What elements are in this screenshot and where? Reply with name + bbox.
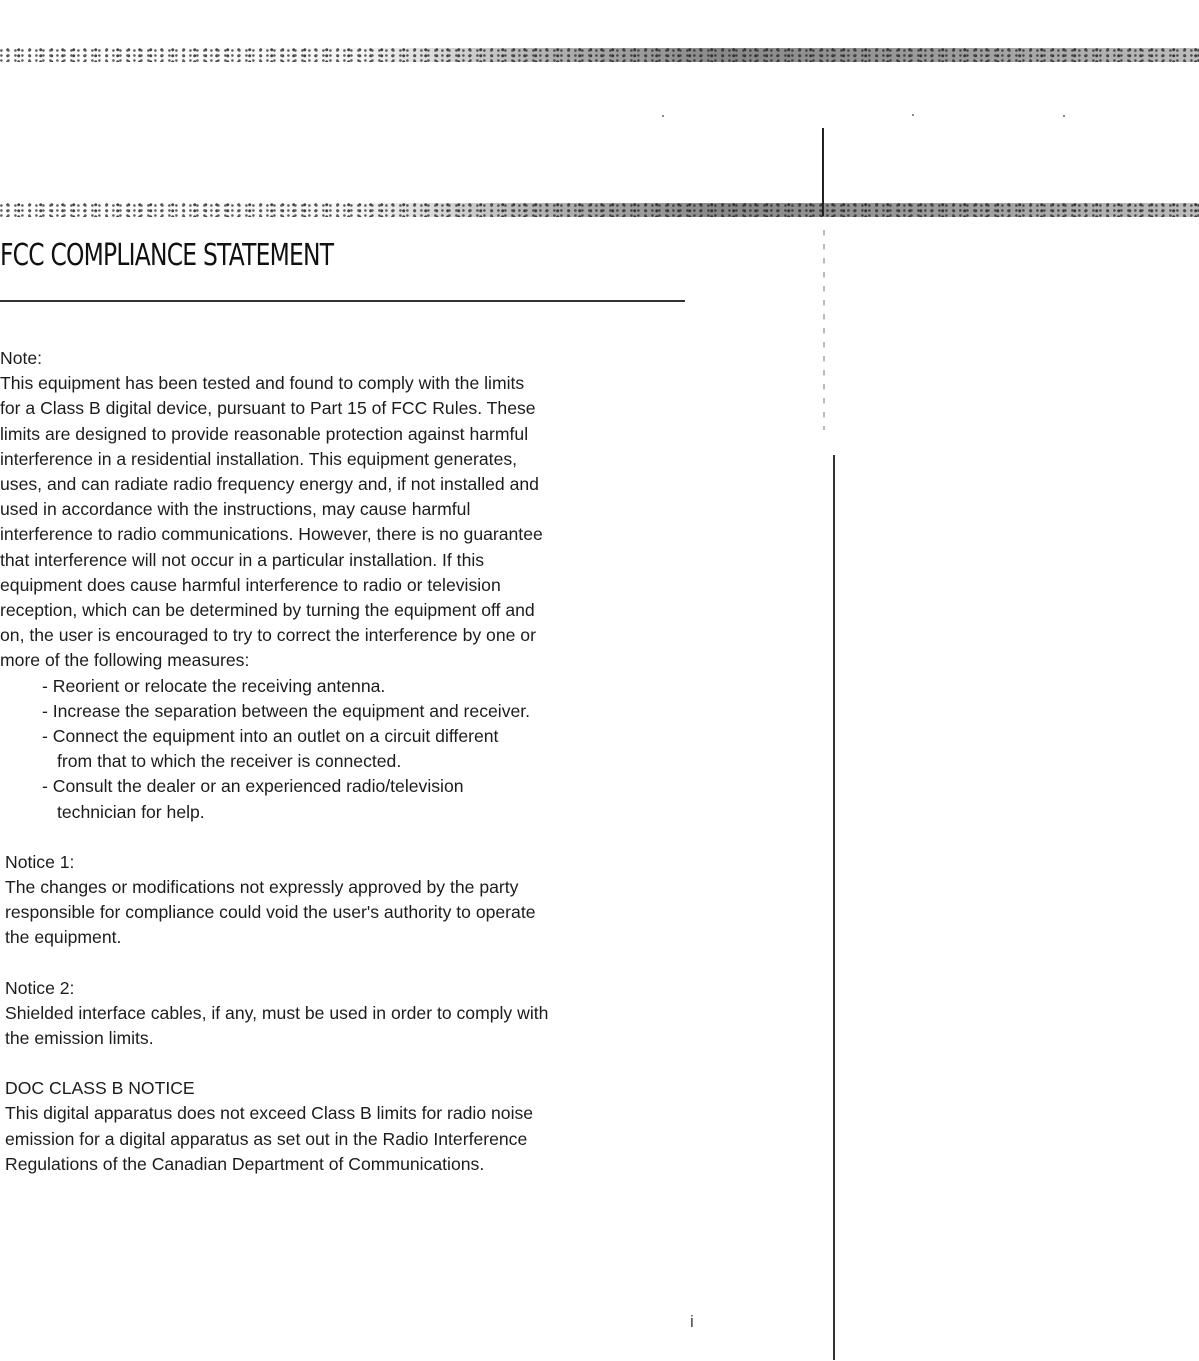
- measure-item: - Consult the dealer or an experienced radio/television: [42, 776, 464, 797]
- note-line: equipment does cause harmful interference to radio or television: [0, 574, 501, 595]
- page-title: FCC COMPLIANCE STATEMENT: [0, 238, 334, 273]
- scan-speck: [912, 114, 914, 116]
- notice1-line: responsible for compliance could void the user's authority to operate: [5, 902, 536, 923]
- measure-item-continued: from that to which the receiver is connected.: [57, 751, 402, 772]
- note-heading: Note:: [0, 348, 43, 368]
- doc-line: emission for a digital apparatus as set out in the Radio Interference: [5, 1128, 528, 1149]
- note-line: limits are designed to provide reasonable protection against harmful: [0, 423, 529, 444]
- measure-item: - Connect the equipment into an outlet on a circuit different: [42, 726, 499, 747]
- scan-noise-top: [0, 48, 1199, 62]
- note-line: uses, and can radiate radio frequency energy and, if not installed and: [0, 474, 539, 495]
- doc-line: This digital apparatus does not exceed Class B limits for radio noise: [5, 1103, 534, 1124]
- notice1-line: the equipment.: [5, 927, 122, 948]
- notice2-line: Shielded interface cables, if any, must be used in order to comply with: [5, 1002, 549, 1023]
- doc-heading: DOC CLASS B NOTICE: [5, 1078, 195, 1099]
- note-line: This equipment has been tested and found to comply with the limits: [0, 373, 525, 394]
- title-rule: [0, 300, 685, 302]
- binding-line-bottom: [833, 455, 835, 1360]
- measure-item: - Increase the separation between the equipment and receiver.: [42, 700, 531, 721]
- scan-speck: [1063, 115, 1065, 117]
- note-line: reception, which can be determined by turning the equipment off and: [0, 600, 535, 621]
- scan-speck: [662, 115, 664, 117]
- notice2-line: the emission limits.: [5, 1028, 154, 1049]
- notice2-heading: Notice 2:: [5, 977, 75, 998]
- page-number: i: [690, 1312, 694, 1331]
- note-line: more of the following measures:: [0, 650, 250, 671]
- measure-item: - Reorient or relocate the receiving antenna.: [42, 675, 386, 696]
- doc-line: Regulations of the Canadian Department of Communications.: [5, 1153, 485, 1174]
- notice1-heading: Notice 1:: [5, 851, 75, 872]
- note-line: on, the user is encouraged to try to correct the interference by one or: [0, 625, 536, 646]
- note-line: interference in a residential installation. This equipment generates,: [0, 448, 518, 469]
- note-line: for a Class B digital device, pursuant to Part 15 of FCC Rules. These: [0, 398, 536, 419]
- note-line: interference to radio communications. However, there is no guarantee: [0, 524, 543, 545]
- notice1-line: The changes or modifications not expressly approved by the party: [5, 877, 519, 898]
- measure-item-continued: technician for help.: [57, 801, 205, 822]
- note-line: used in accordance with the instructions, may cause harmful: [0, 499, 471, 520]
- document-body: [0, 346, 700, 1177]
- binding-line-top: [822, 128, 824, 216]
- scan-noise-middle: [0, 203, 1199, 217]
- note-line: that interference will not occur in a particular installation. If this: [0, 549, 485, 570]
- binding-dots: [823, 230, 825, 430]
